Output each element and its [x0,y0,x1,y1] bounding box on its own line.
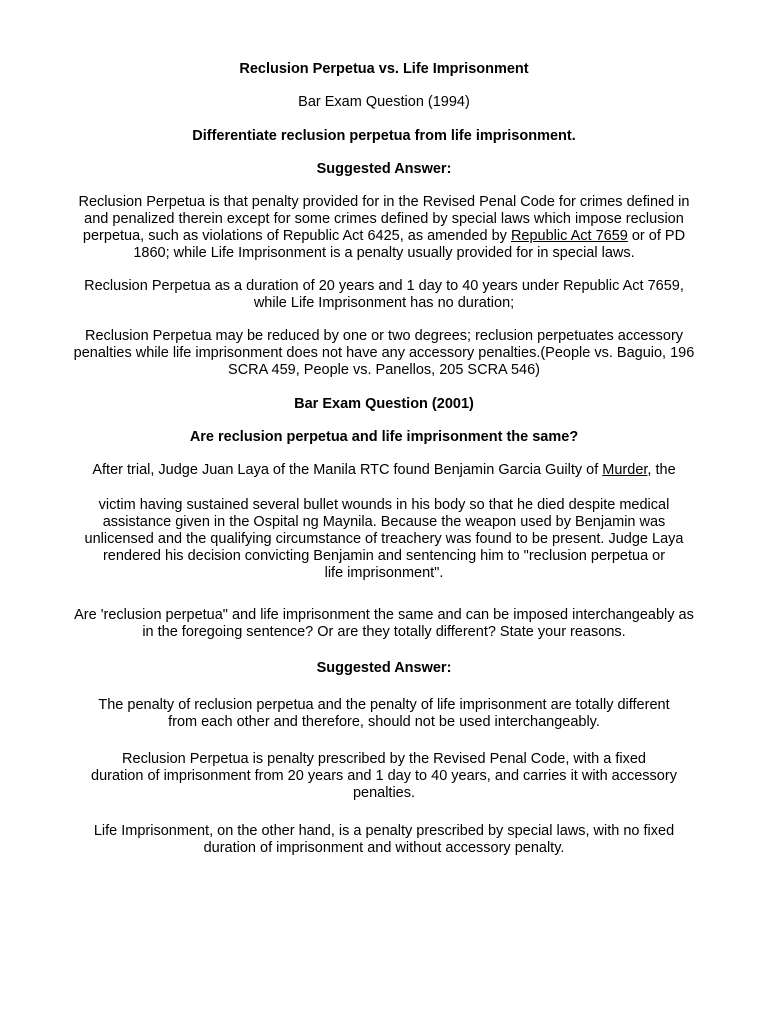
text-line: SCRA 459, People vs. Panellos, 205 SCRA 546) [228,362,540,378]
text-line: 1860; while Life Imprisonment is a penalty usually provided for in special laws. [133,245,635,261]
text-segment: After trial, Judge Juan Laya of the Manila RTC found Benjamin Garcia Guilty of [92,462,603,478]
q1-answer-heading: Suggested Answer: [316,161,452,177]
q2-paragraph-1 [40,462,728,479]
text-line: Reclusion Perpetua as a duration of 20 years and 1 day to 40 years under Republic Act 7659, [84,278,684,294]
text-line: Reclusion Perpetua is penalty prescribed by the Revised Penal Code, with a fixed [122,751,646,767]
q1-answer-paragraph-2 [40,278,728,312]
q2-heading: Bar Exam Question (2001) [294,396,474,412]
text-line: rendered his decision convicting Benjamin and sentencing him to "reclusion perpetua or [102,548,666,564]
text-line: while Life Imprisonment has no duration; [253,295,515,311]
text-segment: , the [647,462,676,478]
text-line: Life Imprisonment, on the other hand, is a penalty prescribed by special laws, with no fixed [93,823,675,839]
text-line: duration of imprisonment and without accessory penalty. [203,840,565,856]
q1-question: Differentiate reclusion perpetua from life imprisonment. [192,128,576,144]
text-line [40,228,728,245]
q2-paragraph-3 [40,607,728,641]
q2-answer-paragraph-1 [40,697,728,731]
text-line: penalties. [352,785,416,801]
text-line: and penalized therein except for some crimes defined by special laws which impose reclusion [84,211,684,227]
q1-heading: Bar Exam Question (1994) [298,94,470,110]
q1-answer-paragraph-1 [40,194,728,262]
text-line: Reclusion Perpetua may be reduced by one or two degrees; reclusion perpetuates accessory [84,328,684,344]
republic-act-7659-link[interactable]: Republic Act 7659 [510,228,628,244]
text-line [40,462,728,479]
text-line: in the foregoing sentence? Or are they totally different? State your reasons. [142,624,626,640]
text-line: duration of imprisonment from 20 years and 1 day to 40 years, and carries it with accessory [91,768,677,784]
text-line: Are 'reclusion perpetua" and life imprisonment the same and can be imposed interchangeably as [74,607,694,623]
text-line: unlicensed and the qualifying circumstance of treachery was found to be present. Judge Laya [84,531,684,547]
murder-link[interactable]: Murder [602,462,648,478]
text-line: life imprisonment". [324,565,444,581]
text-line: Reclusion Perpetua is that penalty provided for in the Revised Penal Code for crimes defined in [78,194,690,210]
text-line: The penalty of reclusion perpetua and the penalty of life imprisonment are totally different [98,697,670,713]
q1-answer-paragraph-3 [40,328,728,379]
document-title: Reclusion Perpetua vs. Life Imprisonment [239,61,529,77]
text-line: penalties while life imprisonment does not have any accessory penalties.(People vs. Baguio, 196 [73,345,695,361]
q2-paragraph-2 [40,497,728,582]
q2-question: Are reclusion perpetua and life imprisonment the same? [189,429,579,445]
q2-answer-paragraph-3 [40,823,728,857]
q2-answer-paragraph-2 [40,751,728,802]
text-line: assistance given in the Ospital ng Maynila. Because the weapon used by Benjamin was [102,514,666,530]
text-segment: perpetua, such as violations of Republic Act 6425, as amended by [82,228,511,244]
text-line: victim having sustained several bullet wounds in his body so that he died despite medical [98,497,670,513]
text-segment: or of PD [627,228,686,244]
text-line: from each other and therefore, should not be used interchangeably. [168,714,600,730]
q2-answer-heading: Suggested Answer: [316,660,452,676]
